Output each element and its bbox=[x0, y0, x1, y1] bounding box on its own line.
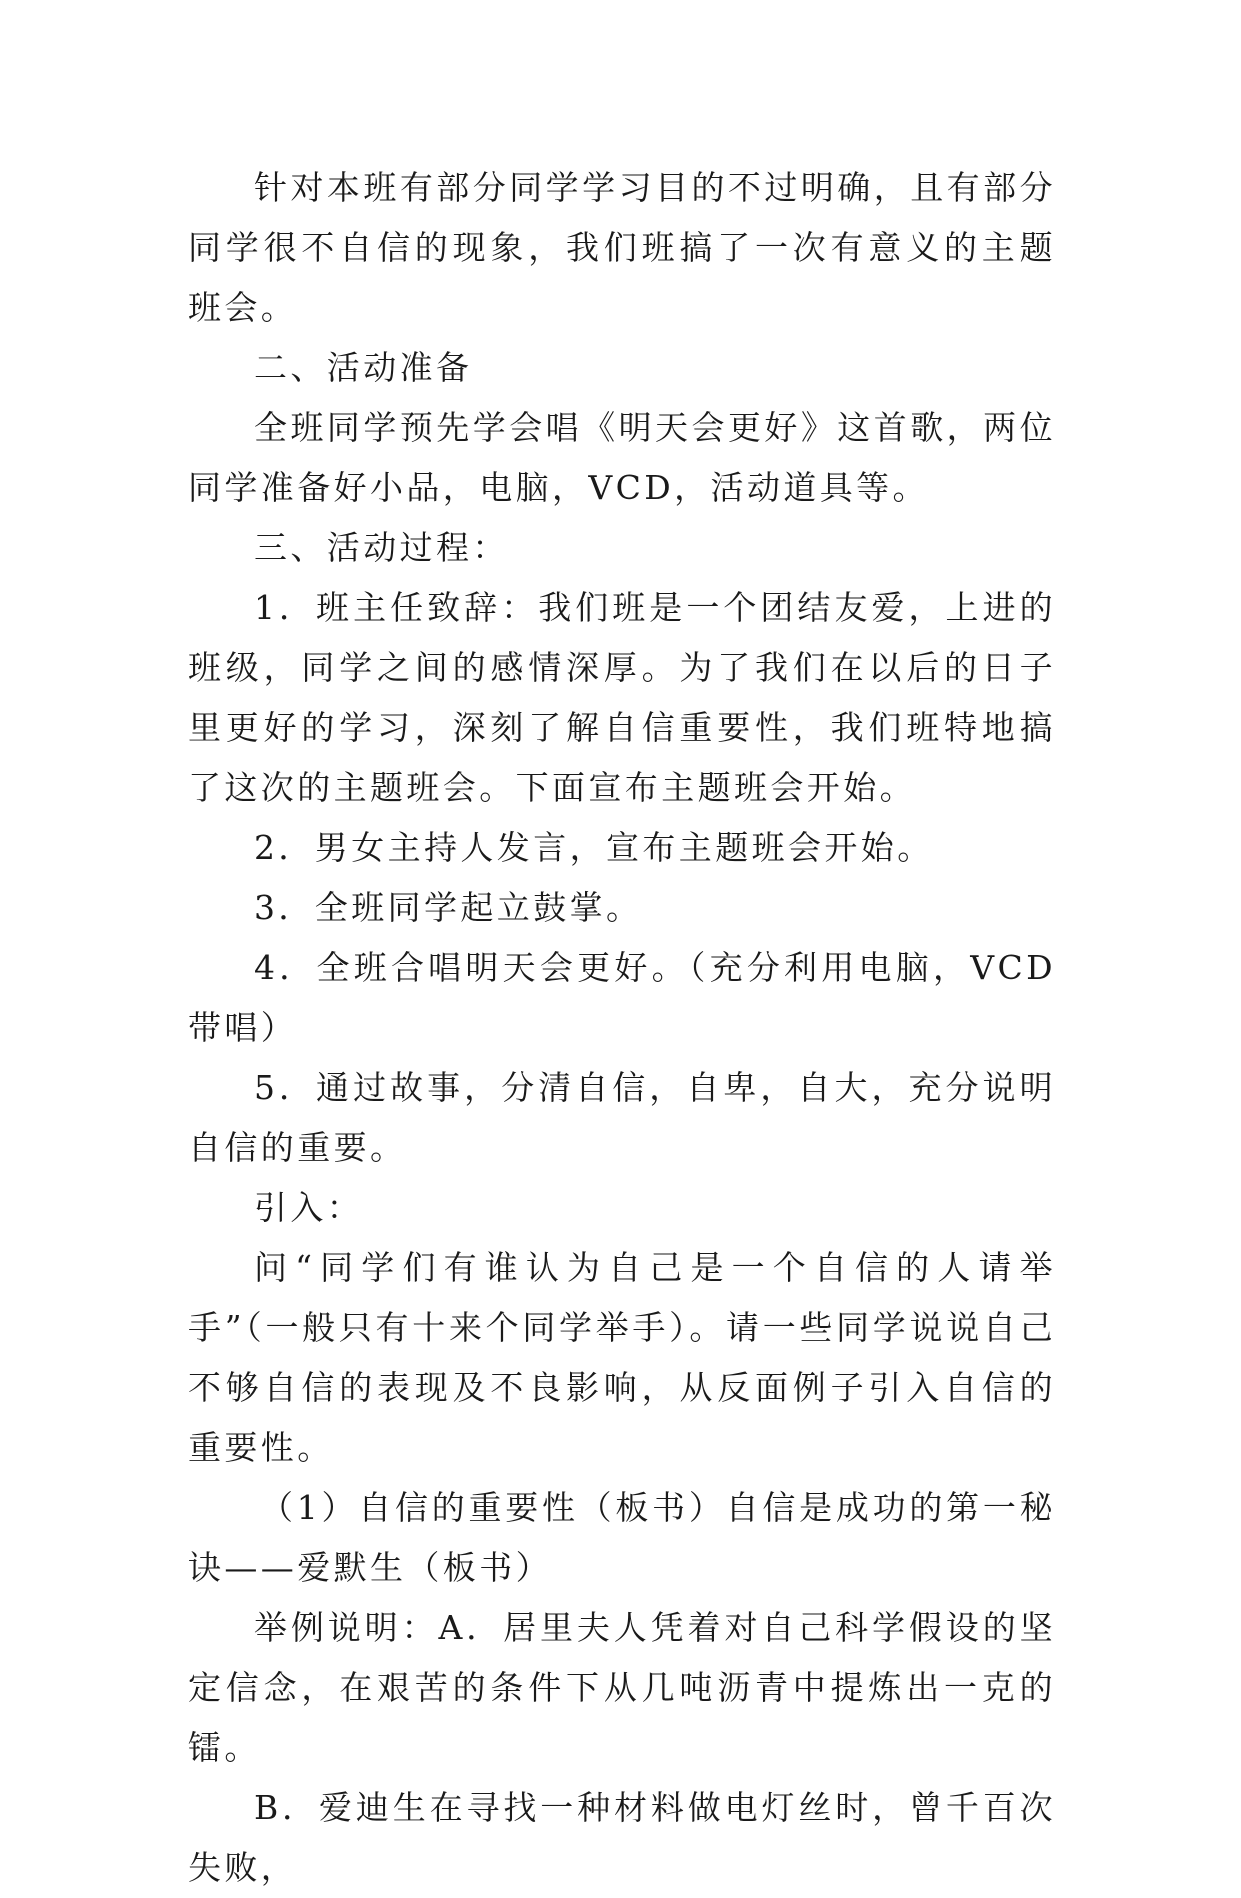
paragraph-introduction-label: 引入： bbox=[254, 1188, 364, 1227]
heading-activity-process: 三、活动过程： bbox=[254, 528, 509, 567]
paragraph-example-a: 举例说明：A．居里夫人凭着对自己科学假设的坚定信念，在艰苦的条件下从几吨沥青中提炼出一克的镭。 bbox=[188, 1608, 1056, 1767]
paragraph-intro: 针对本班有部分同学学习目的不过明确，且有部分同学很不自信的现象，我们班搞了一次有意义的主题班会。 bbox=[188, 168, 1056, 327]
heading-activity-preparation: 二、活动准备 bbox=[254, 348, 473, 387]
paragraph-step-2: 2．男女主持人发言，宣布主题班会开始。 bbox=[254, 828, 934, 867]
document-body bbox=[188, 158, 1056, 1898]
paragraph-preparation: 全班同学预先学会唱《明天会更好》这首歌，两位同学准备好小品，电脑，VCD，活动道具等。 bbox=[188, 408, 1056, 507]
paragraph-step-4: 4．全班合唱明天会更好。（充分利用电脑，VCD 带唱） bbox=[188, 948, 1056, 1047]
paragraph-step-5: 5．通过故事，分清自信，自卑，自大，充分说明自信的重要。 bbox=[188, 1068, 1056, 1167]
paragraph-importance: （1）自信的重要性（板书）自信是成功的第一秘诀——爱默生（板书） bbox=[188, 1488, 1056, 1587]
paragraph-question: 问“同学们有谁认为自己是一个自信的人请举手”（一般只有十来个同学举手）。请一些同学说说自己不够自信的表现及不良影响，从反面例子引入自信的重要性。 bbox=[188, 1248, 1056, 1467]
paragraph-example-b: B．爱迪生在寻找一种材料做电灯丝时，曾千百次失败， bbox=[188, 1788, 1056, 1887]
paragraph-step-1: 1．班主任致辞：我们班是一个团结友爱，上进的班级，同学之间的感情深厚。为了我们在以后的日子里更好的学习，深刻了解自信重要性，我们班特地搞了这次的主题班会。下面宣布主题班会开始。 bbox=[188, 588, 1056, 807]
paragraph-step-3: 3．全班同学起立鼓掌。 bbox=[254, 888, 643, 927]
